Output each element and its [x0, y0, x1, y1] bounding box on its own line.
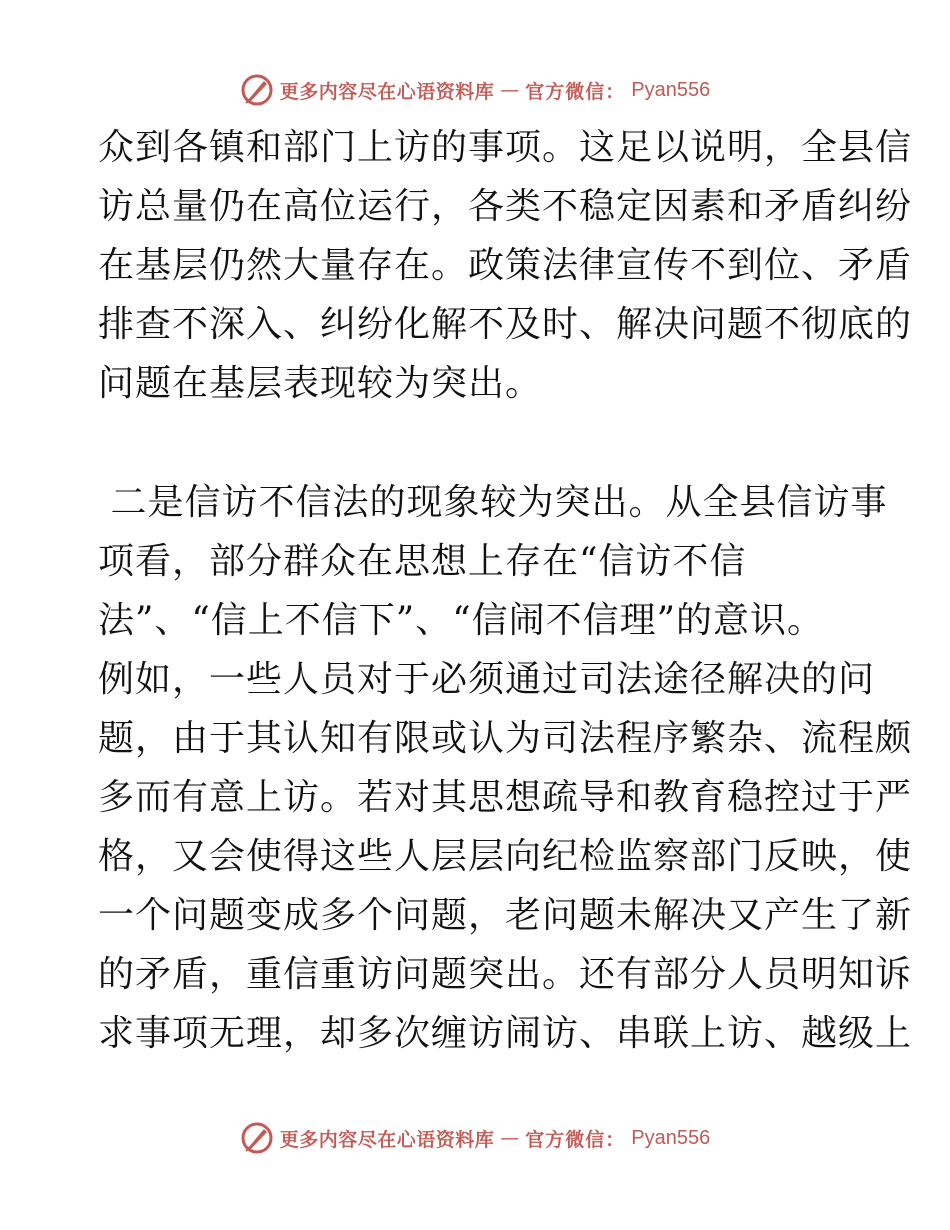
text-line: 的矛盾，重信重访问题突出。还有部分人员明知诉 [98, 954, 913, 995]
text-line: 众到各镇和部门上访的事项。这足以说明，全县信 [98, 127, 913, 168]
watermark-wechat-id: Pyan556 [631, 78, 711, 101]
paragraph-gap [98, 413, 858, 473]
text-line: 题，由于其认知有限或认为司法程序繁杂、流程颇 [98, 718, 913, 759]
text-line: 二是信访不信法的现象较为突出。从全县信访事 [98, 482, 888, 523]
feather-pen-logo-icon [240, 73, 274, 107]
paragraph-1 [98, 118, 913, 413]
text-line: 格，又会使得这些人层层向纪检监察部门反映，使 [98, 836, 913, 877]
text-line: 访总量仍在高位运行，各类不稳定因素和矛盾纠纷 [98, 186, 913, 227]
text-line: 问题在基层表现较为突出。 [98, 363, 543, 404]
document-body [98, 118, 913, 1063]
text-line: 法”、“信上不信下”、“信闹不信理”的意识。 [98, 600, 825, 641]
text-line: 排查不深入、纠纷化解不及时、解决问题不彻底的 [98, 304, 913, 345]
header-watermark [0, 70, 950, 110]
text-line: 项看，部分群众在思想上存在“信访不信 [98, 541, 747, 582]
watermark-wechat-label: 官方微信： [525, 80, 626, 103]
feather-pen-logo-icon [240, 1121, 274, 1155]
text-line: 一个问题变成多个问题，老问题未解决又产生了新 [98, 895, 913, 936]
text-line: 求事项无理，却多次缠访闹访、串联上访、越级上 [98, 1013, 913, 1054]
watermark-separator: — [500, 79, 520, 101]
text-line: 在基层仍然大量存在。政策法律宣传不到位、矛盾 [98, 245, 913, 286]
footer-watermark [0, 1118, 950, 1158]
watermark-site-text: 更多内容尽在心语资料库 [279, 1128, 495, 1151]
watermark-site-text: 更多内容尽在心语资料库 [279, 80, 495, 103]
watermark-separator: — [500, 1127, 520, 1149]
paragraph-2 [98, 473, 913, 1063]
watermark-wechat-label: 官方微信： [525, 1128, 626, 1151]
text-line: 例如，一些人员对于必须通过司法途径解决的问 [98, 659, 876, 700]
watermark-wechat-id: Pyan556 [631, 1126, 711, 1149]
text-line: 多而有意上访。若对其思想疏导和教育稳控过于严 [98, 777, 913, 818]
